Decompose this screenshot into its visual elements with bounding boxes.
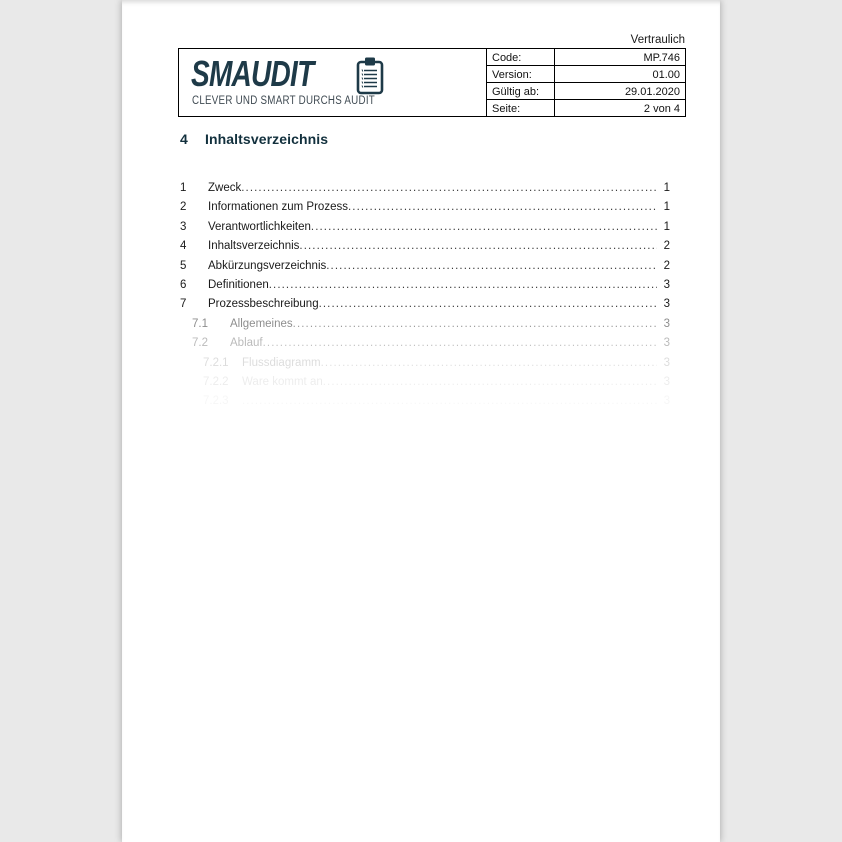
toc-page-number: 1 xyxy=(663,201,670,214)
toc-label: Definitionen xyxy=(208,278,269,291)
meta-row xyxy=(487,100,685,116)
document-page xyxy=(122,0,720,842)
toc-leader xyxy=(323,376,657,388)
toc-number xyxy=(203,395,242,407)
toc-row xyxy=(122,201,720,220)
toc xyxy=(122,182,720,415)
toc-row xyxy=(122,357,720,376)
toc-label: Abkürzungsverzeichnis xyxy=(208,259,327,272)
confidential-label: Vertraulich xyxy=(630,34,685,46)
toc-number: 3 xyxy=(180,220,187,233)
toc-number: 7.1 xyxy=(192,317,208,330)
toc-number: 7.2.2 xyxy=(203,375,229,388)
toc-row xyxy=(122,182,720,201)
meta-row xyxy=(487,83,685,100)
toc-label: Zweck xyxy=(208,182,242,194)
toc-page-number: 1 xyxy=(663,220,670,233)
toc-page-number: 3 xyxy=(663,375,670,388)
toc-page-number: 2 xyxy=(663,240,670,253)
toc-leader xyxy=(321,357,657,369)
toc-page-number: 3 xyxy=(663,317,670,330)
toc-leader xyxy=(241,182,657,194)
toc-number: 5 xyxy=(180,259,187,272)
meta-row xyxy=(487,49,685,66)
toc-row xyxy=(122,240,720,259)
toc-leader xyxy=(326,260,657,272)
heading-number: 4 xyxy=(180,131,188,147)
toc-label: Informationen zum Prozess xyxy=(208,201,348,214)
toc-row xyxy=(122,395,720,414)
toc-page-number xyxy=(660,395,670,407)
toc-page-number: 3 xyxy=(663,278,670,291)
toc-page-number: 2 xyxy=(663,259,670,272)
toc-row xyxy=(122,318,720,337)
toc-number: 7.2 xyxy=(192,337,208,350)
toc-number: 1 xyxy=(180,182,187,194)
logo-tagline: CLEVER UND SMART DURCHS AUDIT xyxy=(192,95,376,107)
toc-number: 4 xyxy=(180,240,187,253)
section-heading xyxy=(180,131,328,147)
toc-page-number: 1 xyxy=(663,182,670,194)
meta-value: MP.746 xyxy=(643,51,680,64)
toc-leader xyxy=(269,279,657,291)
toc-number: 7 xyxy=(180,298,187,311)
toc-page-number: 3 xyxy=(663,356,670,369)
meta-label: Code: xyxy=(487,49,555,65)
meta-label: Seite: xyxy=(487,100,555,116)
toc-leader xyxy=(311,221,657,233)
meta-value: 2 von 4 xyxy=(643,102,680,115)
toc-row xyxy=(122,337,720,356)
logo xyxy=(179,49,487,116)
toc-leader xyxy=(242,395,657,407)
meta-label: Gültig ab: xyxy=(487,83,555,99)
toc-leader xyxy=(263,337,657,349)
toc-label: Allgemeines xyxy=(230,317,293,330)
toc-label: Ware kommt an xyxy=(242,375,323,388)
toc-page-number: 3 xyxy=(663,337,670,350)
toc-label: Inhaltsverzeichnis xyxy=(208,240,300,253)
toc-row xyxy=(122,376,720,395)
meta-row xyxy=(487,66,685,83)
toc-label: Ablauf xyxy=(230,337,263,350)
toc-number: 2 xyxy=(180,201,187,214)
toc-label: Flussdiagramm xyxy=(242,356,321,369)
toc-row xyxy=(122,279,720,298)
toc-row xyxy=(122,221,720,240)
meta-value: 29.01.2020 xyxy=(624,85,680,98)
toc-number: 6 xyxy=(180,278,187,291)
toc-row xyxy=(122,298,720,317)
meta-label: Version: xyxy=(487,66,555,82)
toc-row xyxy=(122,260,720,279)
meta-value: 01.00 xyxy=(652,68,680,81)
toc-number: 7.2.1 xyxy=(203,356,229,369)
document-header-table xyxy=(178,48,686,117)
toc-leader xyxy=(299,240,657,252)
toc-label: Prozessbeschreibung xyxy=(208,298,319,311)
toc-leader xyxy=(293,318,657,330)
toc-page-number: 3 xyxy=(663,298,670,311)
toc-leader xyxy=(348,201,657,213)
heading-text: Inhaltsverzeichnis xyxy=(205,131,329,147)
toc-leader xyxy=(319,298,657,310)
toc-label: Verantwortlichkeiten xyxy=(208,220,311,233)
meta-table xyxy=(487,49,685,116)
logo-text: SMAUDIT xyxy=(191,53,314,94)
